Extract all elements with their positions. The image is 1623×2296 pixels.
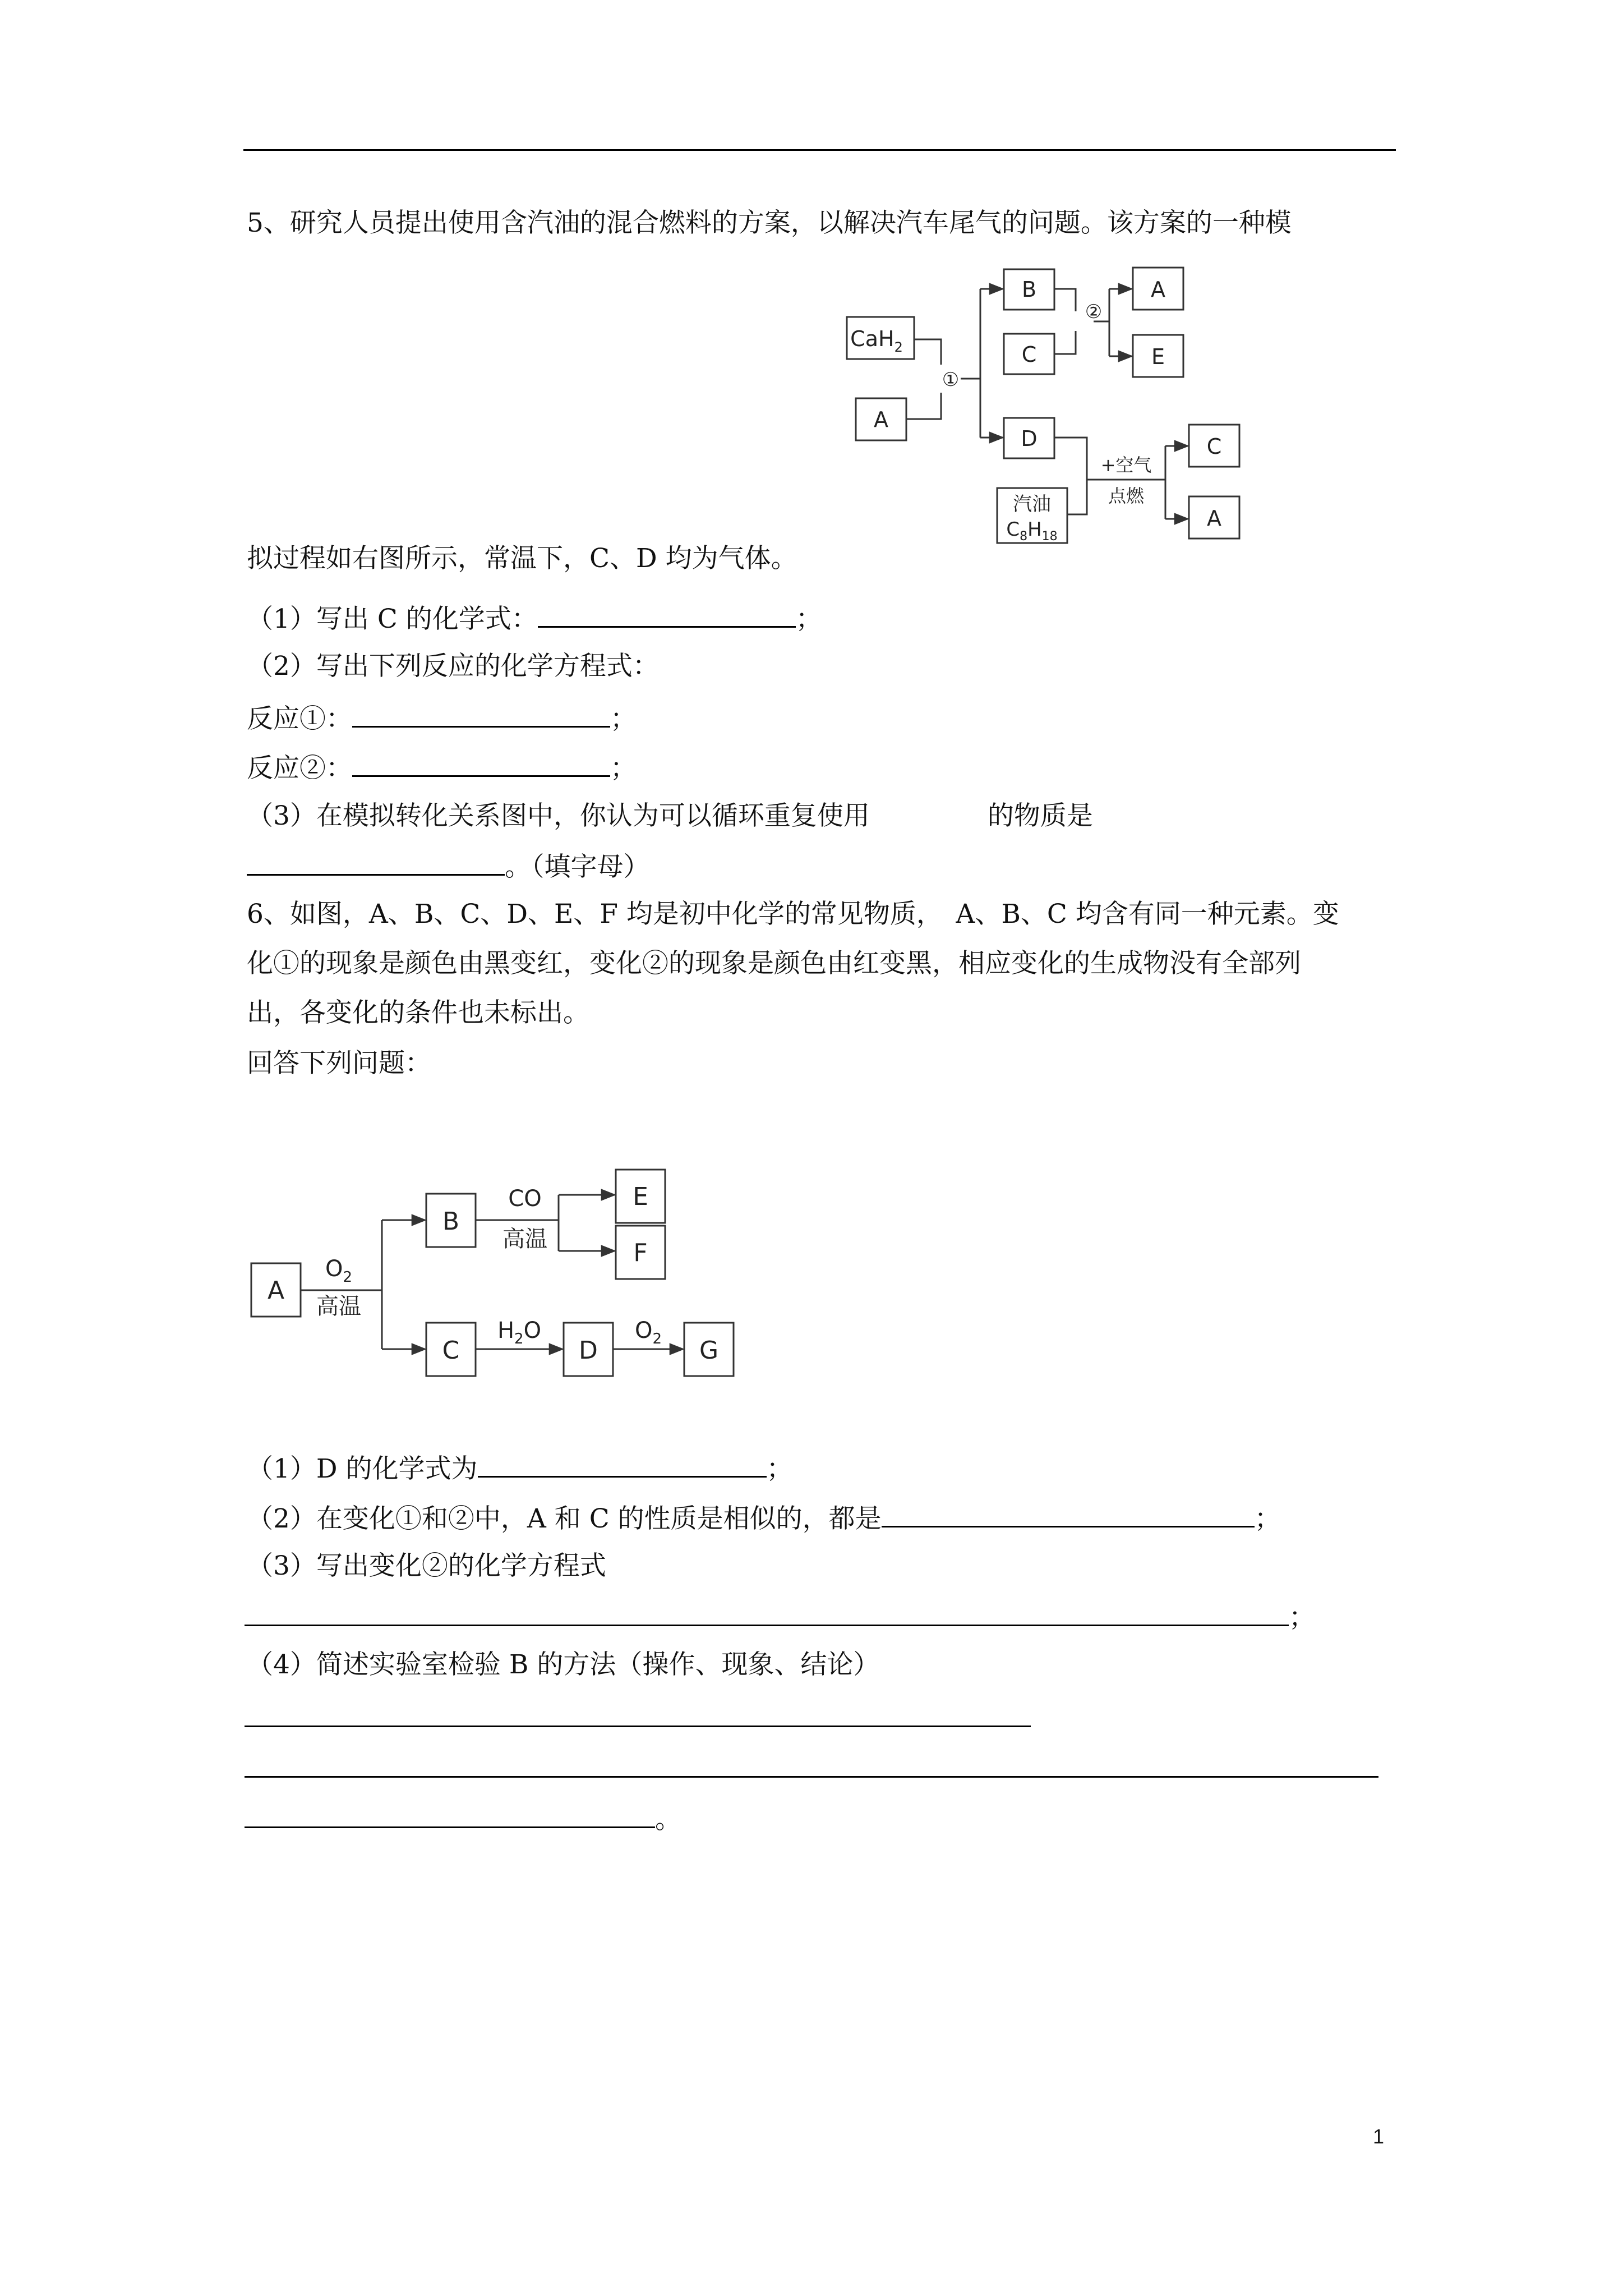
q5-part1-text: （1）写出 C 的化学式：: [247, 604, 538, 634]
q6-part2: [247, 1500, 1281, 1536]
a-label: A: [267, 1276, 285, 1305]
q6-diagram: [245, 1139, 749, 1397]
q5-reaction2: [247, 749, 637, 785]
reaction1-marker: ①: [942, 369, 960, 391]
q5-part1-end: ；: [795, 604, 822, 634]
q6-part1-end: ；: [766, 1453, 793, 1484]
q5-part3-end: 。（填字母）: [505, 852, 650, 882]
q6-intro-line3: 出，各变化的条件也未标出。: [247, 997, 589, 1028]
air-label: +空气: [1100, 454, 1152, 476]
q6-intro-line2: 化①的现象是颜色由黑变红，变化②的现象是颜色由红变黑，相应变化的生成物没有全部列: [247, 948, 1301, 979]
q6-part1-blank[interactable]: [478, 1450, 767, 1478]
o2-label: $O_2$: [325, 1256, 353, 1286]
a-combustion-label: A: [1207, 506, 1221, 531]
d-label: D: [1021, 426, 1038, 451]
high-temp-label-2: 高温: [502, 1226, 547, 1252]
q6-intro-line1: 6、如图，A、B、C、D、E、F 均是初中化学的常见物质， A、B、C 均含有同一种元素。变: [247, 899, 1339, 930]
q5-reaction2-blank[interactable]: [352, 749, 610, 777]
b-label: B: [1021, 277, 1037, 302]
q5-reaction1-label: 反应①：: [247, 703, 352, 734]
cah2-label: CaH$_2$: [850, 326, 903, 355]
q6-part2-end: ；: [1254, 1503, 1281, 1534]
q5-part3-text: （3）在模拟转化关系图中，你认为可以循环重复使用: [247, 800, 870, 831]
h2o-label: $H_2O$: [497, 1318, 542, 1347]
c-product-label: C: [1021, 342, 1037, 367]
e-label: E: [633, 1182, 648, 1211]
q5-part3: [247, 799, 1093, 833]
q6-part3: （3）写出变化②的化学方程式: [247, 1550, 606, 1581]
c-combustion-label: C: [1206, 434, 1222, 459]
e-label: E: [1151, 344, 1165, 369]
f-label: F: [633, 1239, 648, 1267]
co-label: CO: [508, 1186, 542, 1212]
q5-part3-answer: [247, 848, 650, 884]
q5-part3-blank[interactable]: [247, 848, 505, 876]
c-label: C: [442, 1336, 460, 1365]
gasoline-label: 汽油: [1013, 493, 1051, 516]
a-product-label: A: [1151, 277, 1165, 302]
q5-part1-blank[interactable]: [538, 600, 796, 628]
q5-reaction1-end: ；: [610, 703, 637, 734]
q5-intro-line2: 拟过程如右图所示，常温下，C、D 均为气体。: [247, 543, 797, 574]
q5-reaction2-end: ；: [610, 753, 637, 784]
q6-part3-answer: [245, 1599, 1315, 1635]
page-number: 1: [1373, 2125, 1385, 2148]
q6-part4: （4）简述实验室检验 B 的方法（操作、现象、结论）: [247, 1649, 880, 1680]
a-reactant-label: A: [874, 407, 888, 432]
q5-reaction1-blank[interactable]: [352, 700, 610, 728]
q6-part2-blank[interactable]: [882, 1500, 1255, 1527]
q6-part3-end: ；: [1289, 1602, 1315, 1633]
q5-part2: （2）写出下列反应的化学方程式：: [247, 651, 659, 682]
header-rule: [243, 149, 1396, 151]
q6-part1-text: （1）D 的化学式为: [247, 1453, 478, 1484]
q6-part4-answer-line-3: [245, 1801, 681, 1837]
q5-reaction2-label: 反应②：: [247, 753, 352, 784]
d-label: D: [579, 1336, 598, 1365]
q5-flow-diagram: [834, 255, 1261, 569]
reaction2-marker: ②: [1085, 301, 1103, 323]
ignite-label: 点燃: [1108, 485, 1145, 507]
b-label: B: [442, 1207, 460, 1236]
q6-part4-blank[interactable]: [245, 1801, 655, 1828]
q5-reaction1: [247, 700, 637, 736]
q6-flow-diagram: [245, 1139, 749, 1397]
q6-intro-line4: 回答下列问题：: [247, 1048, 431, 1079]
g-label: G: [699, 1336, 719, 1365]
q6-part4-end: 。: [655, 1804, 681, 1835]
q6-part2-text: （2）在变化①和②中，A 和 C 的性质是相似的，都是: [247, 1503, 882, 1534]
o2-label-2: $O_2$: [634, 1318, 662, 1347]
q6-part4-answer-line-1[interactable]: [245, 1726, 1031, 1727]
q5-part1: [247, 600, 822, 636]
q6-part3-blank[interactable]: [245, 1599, 1289, 1626]
q5-diagram: [834, 255, 1261, 569]
q6-part4-answer-line-2[interactable]: [245, 1776, 1378, 1778]
gasoline-formula: $C_8H_{18}$: [1006, 518, 1058, 544]
q5-intro-line1: 5、研究人员提出使用含汽油的混合燃料的方案，以解决汽车尾气的问题。该方案的一种模: [247, 208, 1292, 238]
high-temp-label-1: 高温: [316, 1294, 361, 1319]
q6-part1: [247, 1450, 793, 1486]
q5-part3-tail: 的物质是: [987, 800, 1093, 831]
